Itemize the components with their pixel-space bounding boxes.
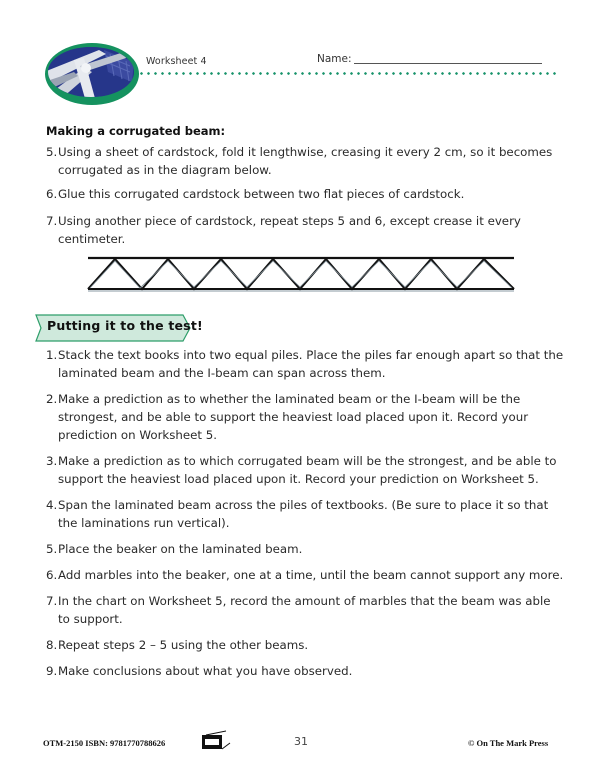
step-text: Stack the text books into two equal piles. Place the piles far enough apart so that the laminated beam and the I-beam can span across them. xyxy=(58,348,564,380)
step-text: Glue this corrugated cardstock between two flat pieces of cardstock. xyxy=(58,187,465,201)
step-text: Using another piece of cardstock, repeat steps 5 and 6, except crease it every centimeter. xyxy=(58,214,521,246)
name-field[interactable] xyxy=(354,63,542,64)
list-item xyxy=(46,592,566,628)
bridge-logo-image xyxy=(44,42,140,106)
list-item xyxy=(46,452,566,488)
step-text: Span the laminated beam across the piles of textbooks. (Be sure to place it so that the laminations run vertical). xyxy=(58,498,549,530)
corrugated-cardstock-diagram xyxy=(86,254,516,294)
page-number: 31 xyxy=(294,735,308,748)
step-number: 5. xyxy=(46,145,58,159)
step-text: Repeat steps 2 – 5 using the other beams. xyxy=(58,638,309,652)
section-heading: Making a corrugated beam: xyxy=(46,124,226,138)
name-label: Name: xyxy=(317,53,352,65)
step-number: 7. xyxy=(46,594,58,608)
list-item xyxy=(46,143,566,179)
footer-copyright: © On The Mark Press xyxy=(468,738,549,748)
step-number: 5. xyxy=(46,542,58,556)
step-number: 3. xyxy=(46,454,58,468)
footer-isbn: OTM-2150 ISBN: 9781770788626 xyxy=(43,738,166,748)
worksheet-label: Worksheet 4 xyxy=(146,56,207,67)
step-number: 4. xyxy=(46,498,58,512)
header-divider xyxy=(138,72,556,75)
step-text: Make a prediction as to which corrugated beam will be the strongest, and be able to support the heaviest load placed upon it. Record your prediction on Worksheet 5. xyxy=(58,454,557,486)
list-item xyxy=(46,662,566,680)
list-item xyxy=(46,496,566,532)
step-number: 7. xyxy=(46,214,58,228)
step-text: In the chart on Worksheet 5, record the amount of marbles that the beam was able to support. xyxy=(58,594,551,626)
step-number: 2. xyxy=(46,392,58,406)
step-text: Using a sheet of cardstock, fold it lengthwise, creasing it every 2 cm, so it becomes corrugated as in the diagram below. xyxy=(58,145,553,177)
step-text: Make a prediction as to whether the laminated beam or the I-beam will be the strongest, and be able to support the heaviest load placed upon it. Record your prediction on Worksheet 5. xyxy=(58,392,529,442)
list-item xyxy=(46,346,566,382)
list-item xyxy=(46,566,566,584)
list-item xyxy=(46,185,566,203)
list-item xyxy=(46,540,566,558)
step-number: 1. xyxy=(46,348,58,362)
list-item xyxy=(46,212,566,248)
list-item xyxy=(46,390,566,444)
step-text: Place the beaker on the laminated beam. xyxy=(58,542,303,556)
step-number: 9. xyxy=(46,664,58,678)
banner-title: Putting it to the test! xyxy=(47,318,203,333)
step-number: 6. xyxy=(46,568,58,582)
list-item xyxy=(46,636,566,654)
step-text: Make conclusions about what you have observed. xyxy=(58,664,353,678)
step-number: 6. xyxy=(46,187,58,201)
tablet-pencil-icon xyxy=(198,729,234,753)
step-number: 8. xyxy=(46,638,58,652)
step-text: Add marbles into the beaker, one at a time, until the beam cannot support any more. xyxy=(58,568,564,582)
